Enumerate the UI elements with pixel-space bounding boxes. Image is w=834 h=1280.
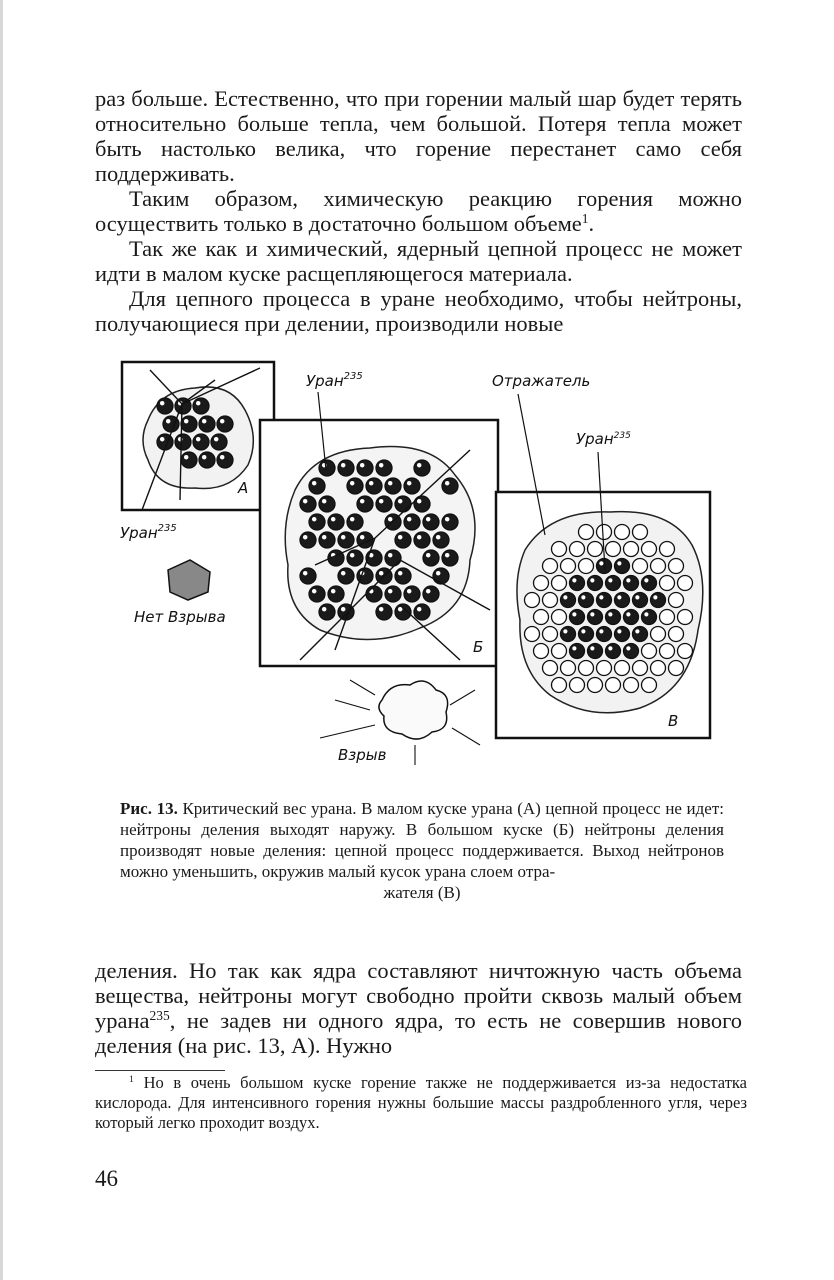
nucleus-highlight — [350, 553, 354, 557]
nucleus-highlight — [626, 578, 630, 582]
uranium-nucleus — [633, 593, 648, 608]
caption-text: Критический вес урана. В малом куске урана (А) цепной процесс не идет: нейтроны деления выходят наружу. В большом куске (Б) нейтроны деления производят новые деления: цепной процесс поддерживается. Выход нейтронов можно уменьшить, окружив малый кусок урана слоем отра- — [120, 799, 725, 881]
reflector-atom — [606, 678, 621, 693]
uranium-nucleus — [217, 416, 233, 432]
nucleus-highlight — [303, 499, 307, 503]
paragraph-1: раз больше. Естественно, что при горении малый шар будет терять относительно больше тепла, чем большой. Потеря тепла может быть настолько велика, что горение перестанет само себя поддерживать. — [95, 86, 742, 186]
uranium-nucleus — [193, 398, 209, 414]
footnote-ref: 1 — [581, 210, 589, 226]
nucleus-highlight — [436, 571, 440, 575]
nucleus-highlight — [202, 419, 206, 423]
uranium-nucleus — [423, 550, 439, 566]
uranium-nucleus — [642, 576, 657, 591]
uranium-nucleus — [624, 644, 639, 659]
nucleus-highlight — [426, 589, 430, 593]
paragraph-5: деления. Но так как ядра составляют ничтожную часть объема вещества, нейтроны могут свободно пройти сквозь малый объем урана$^{235}$, не задев ни одного ядра, то есть не совершив нового деления (на рис. 13, А). Нужно — [95, 958, 742, 1058]
uranium-nucleus — [570, 610, 585, 625]
nucleus-highlight — [350, 517, 354, 521]
uranium-nucleus — [642, 610, 657, 625]
nucleus-highlight — [331, 589, 335, 593]
nucleus-highlight — [653, 595, 657, 599]
nucleus-highlight — [160, 401, 164, 405]
uranium-nucleus — [309, 586, 325, 602]
reflector-atom — [678, 576, 693, 591]
reflector-atom — [606, 542, 621, 557]
label-reflector: Отражатель — [492, 372, 591, 390]
reflector-atom — [669, 559, 684, 574]
uranium-nucleus — [347, 478, 363, 494]
uranium-nucleus — [328, 586, 344, 602]
nucleus-highlight — [312, 481, 316, 485]
reflector-atom — [525, 627, 540, 642]
reflector-atom — [642, 644, 657, 659]
uranium-nucleus — [414, 460, 430, 476]
nucleus-highlight — [617, 595, 621, 599]
paragraph-2: Таким образом, химическую реакцию горения можно осуществить только в достаточно большом объеме$^1$. — [95, 186, 742, 236]
uranium-nucleus — [211, 434, 227, 450]
nucleus-highlight — [341, 607, 345, 611]
nucleus-highlight — [599, 629, 603, 633]
reflector-atom — [660, 610, 675, 625]
reflector-atom — [624, 678, 639, 693]
uranium-nucleus — [338, 532, 354, 548]
reflector-atom — [660, 542, 675, 557]
panel-b-letter: Б — [473, 638, 484, 656]
uranium-nucleus — [606, 644, 621, 659]
nucleus-highlight — [160, 437, 164, 441]
uranium-nucleus — [615, 627, 630, 642]
label-uranium-left: Уран$^{235}$ — [120, 523, 177, 542]
uranium-nucleus — [633, 627, 648, 642]
page-edge — [0, 0, 3, 1280]
nucleus-highlight — [417, 607, 421, 611]
reflector-atom — [534, 610, 549, 625]
nucleus-highlight — [590, 646, 594, 650]
nucleus-highlight — [599, 595, 603, 599]
uranium-nucleus — [442, 550, 458, 566]
reflector-atom — [552, 542, 567, 557]
nucleus-highlight — [398, 535, 402, 539]
paragraph-4: Для цепного процесса в уране необходимо, чтобы нейтроны, получающиеся при делении, производили новые — [95, 286, 742, 336]
nucleus-highlight — [635, 595, 639, 599]
nucleus-highlight — [563, 595, 567, 599]
uranium-nucleus — [157, 398, 173, 414]
small-lump-no-explosion — [168, 560, 210, 600]
reflector-atom — [552, 576, 567, 591]
reflector-atom — [669, 593, 684, 608]
nucleus-highlight — [312, 517, 316, 521]
reflector-atom — [561, 559, 576, 574]
reflector-atom — [552, 610, 567, 625]
reflector-atom — [651, 559, 666, 574]
nucleus-highlight — [563, 629, 567, 633]
uranium-nucleus — [175, 434, 191, 450]
label-explosion: Взрыв — [338, 746, 387, 764]
nucleus-highlight — [196, 437, 200, 441]
uranium-nucleus — [442, 514, 458, 530]
reflector-atom — [651, 627, 666, 642]
reflector-atom — [669, 627, 684, 642]
nucleus-highlight — [572, 612, 576, 616]
uranium-nucleus — [357, 496, 373, 512]
uranium-nucleus — [300, 568, 316, 584]
reflector-atom — [651, 661, 666, 676]
nucleus-highlight — [590, 612, 594, 616]
uranium-nucleus — [199, 416, 215, 432]
uranium-nucleus — [433, 568, 449, 584]
uranium-nucleus — [193, 434, 209, 450]
nucleus-highlight — [220, 455, 224, 459]
nucleus-highlight — [214, 437, 218, 441]
reflector-atom — [660, 576, 675, 591]
nucleus-highlight — [369, 481, 373, 485]
figure-caption — [120, 798, 724, 903]
reflector-atom — [579, 559, 594, 574]
nucleus-highlight — [350, 481, 354, 485]
uranium-nucleus — [597, 593, 612, 608]
nucleus-highlight — [436, 535, 440, 539]
uranium-nucleus — [597, 627, 612, 642]
footnote-number: 1 — [129, 1074, 134, 1086]
uranium-nucleus — [414, 496, 430, 512]
nucleus-highlight — [322, 607, 326, 611]
figure-13-illustration — [120, 360, 716, 770]
nucleus-highlight — [388, 589, 392, 593]
uranium-nucleus — [319, 604, 335, 620]
reflector-atom — [534, 644, 549, 659]
uranium-nucleus — [404, 478, 420, 494]
uranium-nucleus — [319, 460, 335, 476]
reflector-atom — [597, 661, 612, 676]
nucleus-highlight — [303, 571, 307, 575]
uranium-nucleus — [570, 576, 585, 591]
uranium-nucleus — [199, 452, 215, 468]
nucleus-highlight — [379, 571, 383, 575]
uranium-nucleus — [376, 604, 392, 620]
page-number: 46 — [95, 1166, 118, 1191]
label-uranium-right: Уран$^{235}$ — [576, 430, 631, 448]
uranium-nucleus — [588, 644, 603, 659]
footnote: $^1$ Но в очень большом куске горение также не поддерживается из-за недостатка кислорода. Для интенсивного горения нужны большие массы раздробленного угля, через который легко проходит воздух. — [95, 1073, 747, 1132]
uranium-nucleus — [404, 586, 420, 602]
nucleus-highlight — [572, 578, 576, 582]
uranium-nucleus — [376, 496, 392, 512]
reflector-atom — [678, 644, 693, 659]
nucleus-highlight — [581, 595, 585, 599]
reflector-atom — [570, 678, 585, 693]
uranium-nucleus — [319, 496, 335, 512]
uranium-nucleus — [404, 514, 420, 530]
nucleus-highlight — [407, 481, 411, 485]
nucleus-highlight — [379, 463, 383, 467]
nucleus-highlight — [608, 646, 612, 650]
uranium-nucleus — [624, 610, 639, 625]
uranium-nucleus — [395, 568, 411, 584]
uranium-nucleus — [328, 514, 344, 530]
reflector-atom — [678, 610, 693, 625]
uranium-nucleus — [338, 568, 354, 584]
panel-v-letter: В — [668, 712, 679, 730]
nucleus-highlight — [184, 455, 188, 459]
nucleus-highlight — [331, 517, 335, 521]
figure-13 — [120, 360, 716, 770]
uranium-nucleus — [357, 460, 373, 476]
reflector-atom — [588, 678, 603, 693]
uranium-nucleus — [395, 496, 411, 512]
uranium-nucleus — [615, 559, 630, 574]
nucleus-highlight — [417, 535, 421, 539]
footnote-rule — [95, 1070, 225, 1071]
uranium-nucleus — [309, 478, 325, 494]
nucleus-highlight — [398, 607, 402, 611]
uranium-nucleus — [615, 593, 630, 608]
reflector-atom — [579, 525, 594, 540]
nucleus-highlight — [322, 499, 326, 503]
nucleus-highlight — [379, 607, 383, 611]
uranium-nucleus — [300, 532, 316, 548]
nucleus-highlight — [388, 517, 392, 521]
reflector-atom — [642, 542, 657, 557]
uranium-nucleus — [181, 452, 197, 468]
nucleus-highlight — [599, 561, 603, 565]
nucleus-highlight — [388, 481, 392, 485]
reflector-atom — [543, 593, 558, 608]
reflector-atom — [552, 644, 567, 659]
nucleus-highlight — [388, 553, 392, 557]
uranium-nucleus — [338, 460, 354, 476]
uranium-nucleus — [588, 576, 603, 591]
paragraph-3: Так же как и химический, ядерный цепной процесс не может идти в малом куске расщепляющегося материала. — [95, 236, 742, 286]
uranium-nucleus — [319, 532, 335, 548]
nucleus-highlight — [417, 463, 421, 467]
nucleus-highlight — [608, 612, 612, 616]
reflector-atom — [543, 661, 558, 676]
caption-label: Рис. 13. — [120, 799, 178, 818]
reflector-atom — [633, 661, 648, 676]
reflector-atom — [660, 644, 675, 659]
reflector-atom — [570, 542, 585, 557]
uranium-nucleus — [385, 586, 401, 602]
uranium-nucleus — [385, 550, 401, 566]
nucleus-highlight — [407, 589, 411, 593]
nucleus-highlight — [635, 629, 639, 633]
nucleus-highlight — [590, 578, 594, 582]
uranium-nucleus — [217, 452, 233, 468]
nucleus-highlight — [196, 401, 200, 405]
nucleus-highlight — [644, 612, 648, 616]
reflector-atom — [588, 542, 603, 557]
nucleus-highlight — [608, 578, 612, 582]
reflector-atom — [624, 542, 639, 557]
uranium-nucleus — [423, 586, 439, 602]
uranium-nucleus — [624, 576, 639, 591]
reflector-atom — [615, 525, 630, 540]
reflector-atom — [615, 661, 630, 676]
nucleus-highlight — [166, 419, 170, 423]
nucleus-highlight — [341, 571, 345, 575]
uranium-nucleus — [423, 514, 439, 530]
nucleus-highlight — [581, 629, 585, 633]
nucleus-highlight — [360, 535, 364, 539]
nucleus-highlight — [617, 629, 621, 633]
uranium-nucleus — [414, 604, 430, 620]
nucleus-highlight — [360, 463, 364, 467]
label-uranium-top: Уран$^{235}$ — [306, 371, 363, 390]
nucleus-highlight — [341, 535, 345, 539]
caption-last-line: жателя (В) — [383, 883, 461, 902]
nucleus-highlight — [303, 535, 307, 539]
uranium-nucleus — [606, 576, 621, 591]
uranium-nucleus — [309, 514, 325, 530]
nucleus-highlight — [445, 481, 449, 485]
nucleus-highlight — [617, 561, 621, 565]
uranium-nucleus — [376, 460, 392, 476]
uranium-nucleus — [347, 550, 363, 566]
reflector-atom — [579, 661, 594, 676]
nucleus-highlight — [426, 553, 430, 557]
nucleus-highlight — [360, 499, 364, 503]
panel-a-letter: А — [238, 479, 249, 497]
uranium-nucleus — [651, 593, 666, 608]
reflector-atom — [597, 525, 612, 540]
reflector-atom — [633, 525, 648, 540]
nucleus-highlight — [407, 517, 411, 521]
reflector-atom — [525, 593, 540, 608]
uranium-nucleus — [433, 532, 449, 548]
uranium-nucleus — [414, 532, 430, 548]
uranium-nucleus — [442, 478, 458, 494]
nucleus-highlight — [398, 499, 402, 503]
label-no-explosion: Нет Взрыва — [134, 608, 226, 626]
nucleus-highlight — [426, 517, 430, 521]
nucleus-highlight — [322, 535, 326, 539]
reflector-atom — [534, 576, 549, 591]
reflector-atom — [561, 661, 576, 676]
uranium-nucleus — [181, 416, 197, 432]
uranium-nucleus — [366, 478, 382, 494]
nucleus-highlight — [312, 589, 316, 593]
reflector-atom — [543, 627, 558, 642]
nucleus-highlight — [398, 571, 402, 575]
nucleus-highlight — [644, 578, 648, 582]
reflector-atom — [633, 559, 648, 574]
uranium-nucleus — [579, 593, 594, 608]
uranium-nucleus — [395, 532, 411, 548]
nucleus-highlight — [572, 646, 576, 650]
nucleus-highlight — [626, 612, 630, 616]
nucleus-highlight — [341, 463, 345, 467]
uranium-nucleus — [588, 610, 603, 625]
reflector-atom — [642, 678, 657, 693]
uranium-nucleus — [570, 644, 585, 659]
uranium-nucleus — [366, 586, 382, 602]
nucleus-highlight — [202, 455, 206, 459]
uranium-nucleus — [300, 496, 316, 512]
nucleus-highlight — [184, 419, 188, 423]
nucleus-highlight — [626, 646, 630, 650]
reflector-atom — [669, 661, 684, 676]
nucleus-highlight — [417, 499, 421, 503]
nucleus-highlight — [445, 517, 449, 521]
uranium-nucleus — [561, 593, 576, 608]
uranium-nucleus — [579, 627, 594, 642]
uranium-nucleus — [561, 627, 576, 642]
nucleus-highlight — [220, 419, 224, 423]
nucleus-highlight — [445, 553, 449, 557]
uranium-nucleus — [347, 514, 363, 530]
uranium-nucleus — [385, 478, 401, 494]
nucleus-highlight — [379, 499, 383, 503]
reflector-atom — [543, 559, 558, 574]
reflector-atom — [552, 678, 567, 693]
uranium-nucleus — [606, 610, 621, 625]
